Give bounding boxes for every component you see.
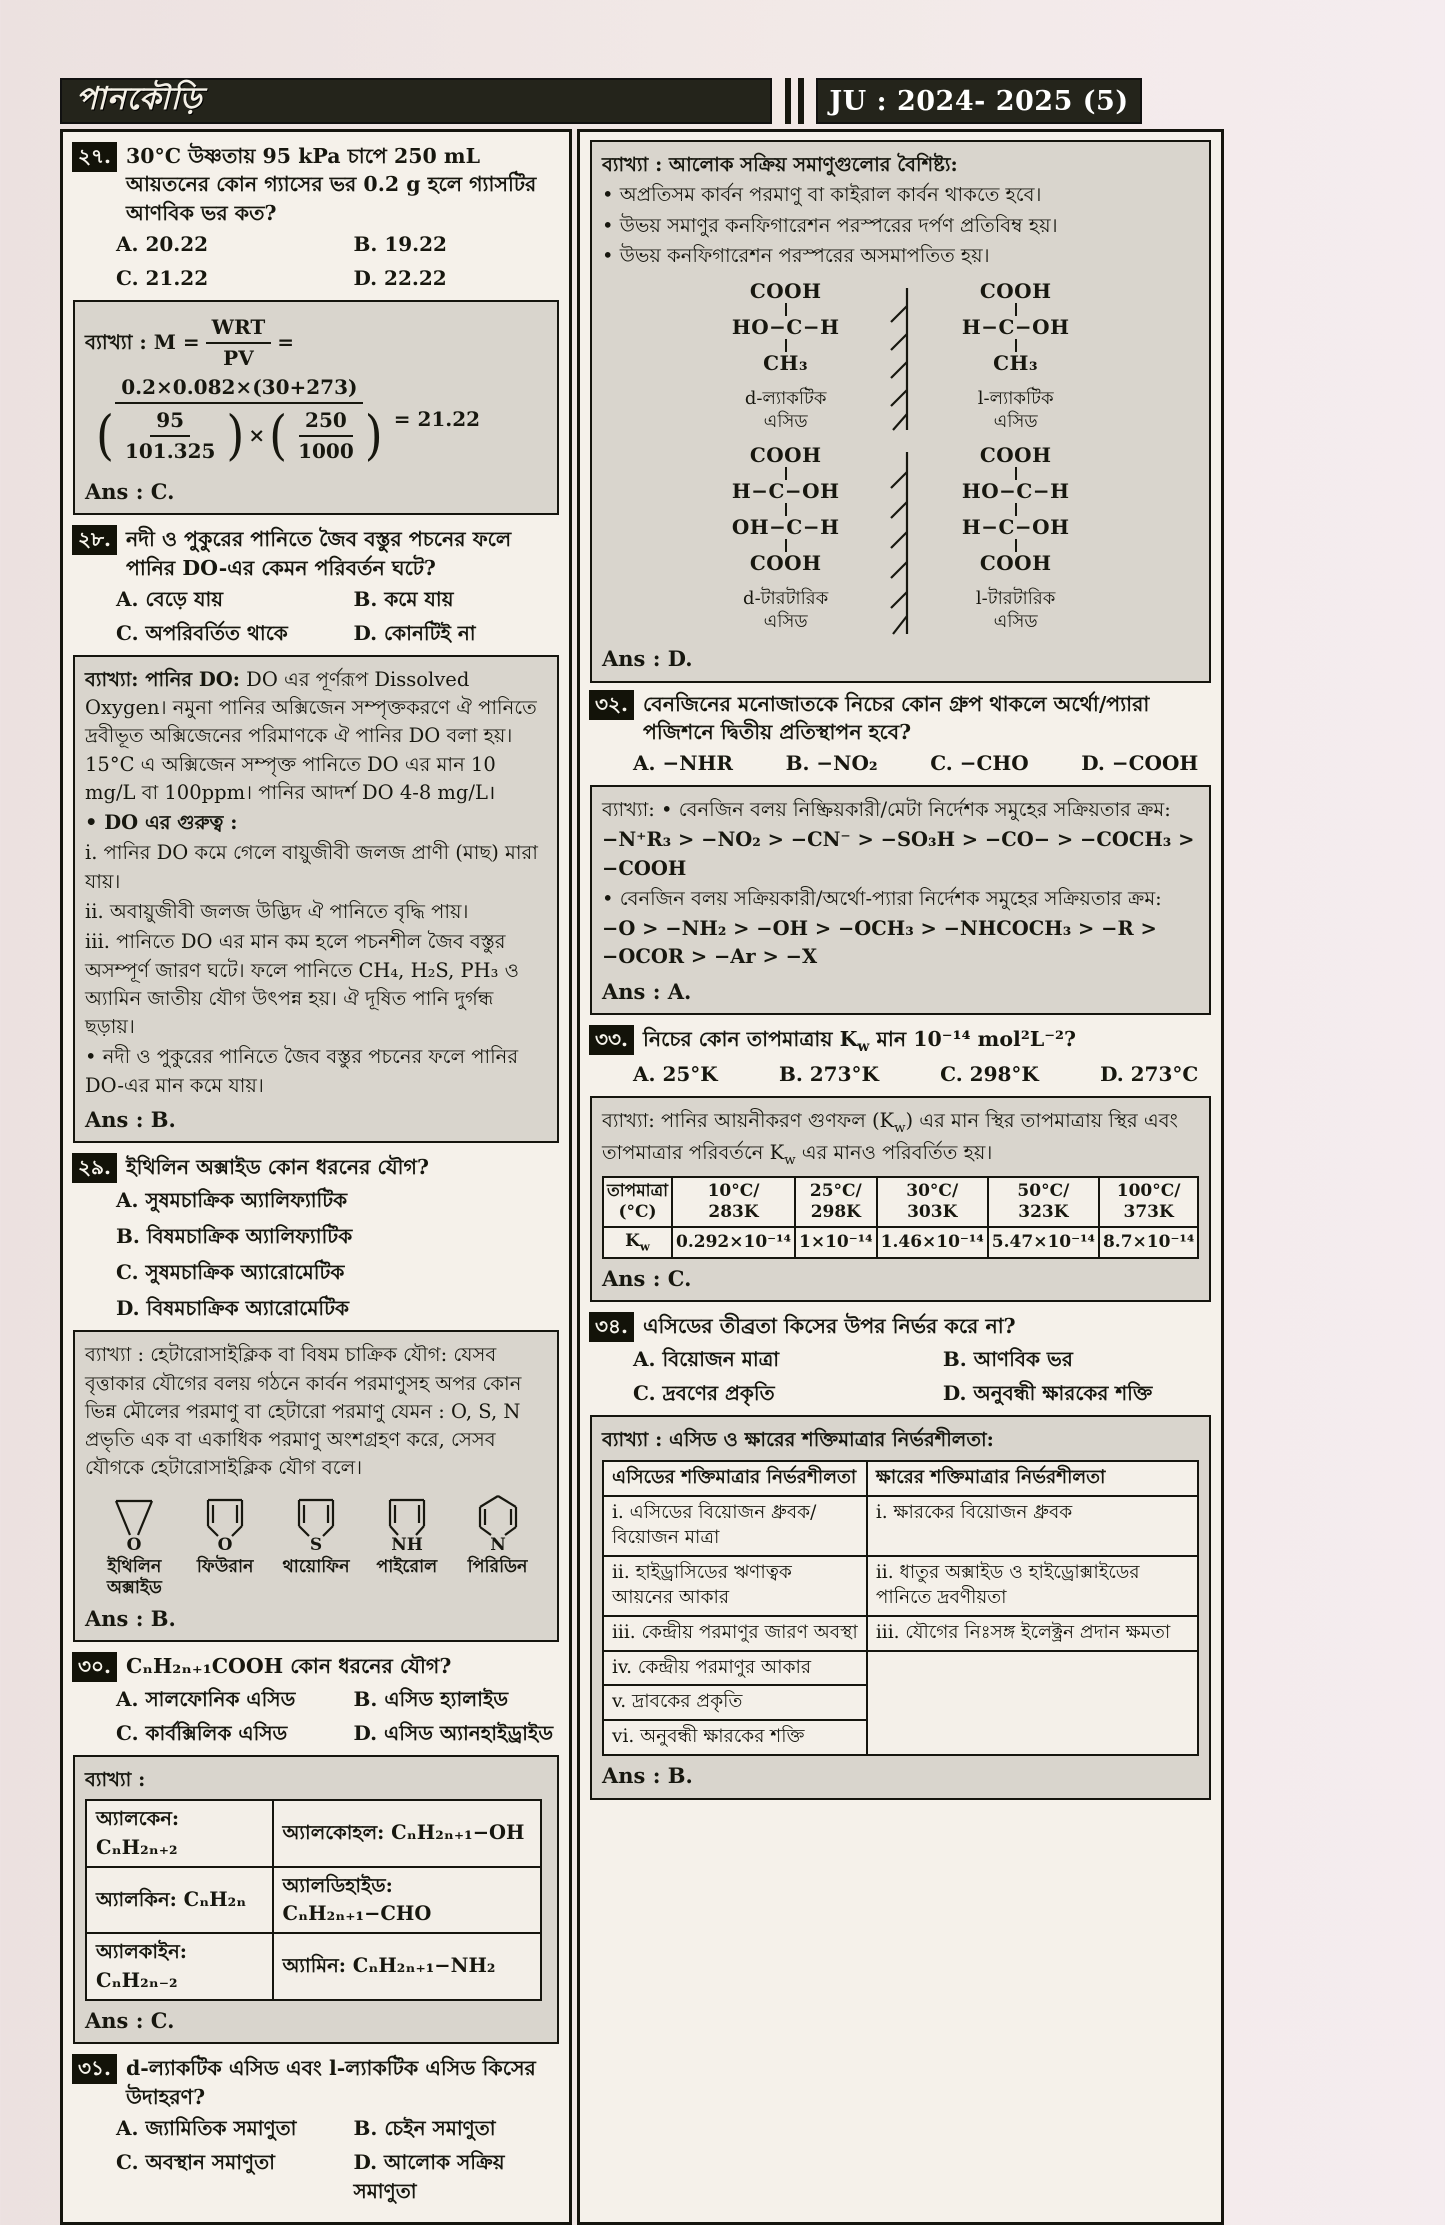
base-cell: iii. যৌগের নিঃসঙ্গ ইলেক্ট্রন প্রদান ক্ষমতা (867, 1616, 1198, 1651)
option-b: B. বিষমচাক্রিক অ্যালিফ্যাটিক (116, 1224, 353, 1249)
question-text: বেনজিনের মনোজাতকে নিচের কোন গ্রুপ থাকলে অর্থো/প্যারা পজিশনে দ্বিতীয় প্রতিস্থাপন হবে? (642, 691, 1150, 744)
question-text: CₙH₂ₙ₊₁COOH কোন ধরনের যৌগ? (125, 1654, 452, 1679)
ring-heteroatom: S (309, 1534, 323, 1555)
table-cell: অ্যামিন: CₙH₂ₙ₊₁−NH₂ (273, 1933, 542, 2000)
pentagon-ring-icon (195, 1493, 255, 1555)
option-b: B. এসিড হ্যালাইড (353, 1687, 509, 1712)
option-b: B. −NO₂ (785, 751, 878, 776)
structure-line: HO−C−H (961, 479, 1070, 504)
table-value-row (603, 1227, 1198, 1258)
option-a: A. জ্যামিতিক সমাণুতা (116, 2115, 297, 2140)
structure-line: COOH (979, 443, 1052, 468)
header-cell-base: ক্ষারের শক্তিমাত্রার নির্ভরশীলতা (867, 1461, 1198, 1496)
question-number-badge: ২৮. (72, 525, 117, 555)
pyrrole-structure (361, 1493, 452, 1578)
question-32 (589, 690, 1212, 1016)
explanation-text-part: এর মানও পরিবর্তিত হয়। (795, 1140, 993, 1164)
base-cell-empty (867, 1651, 1198, 1756)
table-row (86, 1933, 541, 2000)
option-a: A. −NHR (633, 751, 733, 776)
option-c: C. সুষমচাক্রিক অ্যারোমেটিক (116, 1260, 345, 1285)
fraction-numerator: 0.2×0.082×(30+273) (115, 373, 363, 404)
option-c: C. 298°K (940, 1062, 1039, 1087)
brand-banner (60, 78, 772, 124)
fraction-denominator (91, 404, 388, 466)
question-29 (72, 1153, 560, 1642)
question-27-head (72, 142, 560, 227)
formula-lead: ব্যাখ্যা : M = (85, 330, 200, 355)
activating-order-heading: • বেনজিন বলয় সক্রিয়কারী/অর্থো-প্যারা নির্দেশক সমুহের সক্রিয়তার ক্রম: (602, 886, 1162, 910)
exam-session-banner (816, 78, 1142, 124)
options-list (589, 1345, 1212, 1408)
ring-name: ফিউরান (196, 1556, 254, 1577)
q31-explanation-box (590, 140, 1211, 683)
explanation-heading: ব্যাখ্যা : আলোক সক্রিয় সমাণুগুলোর বৈশিষ্ট্য: (602, 153, 958, 176)
answer-line: Ans : B. (602, 1763, 693, 1789)
ring-name: থায়োফিন (282, 1556, 350, 1577)
bullet-mirror-image: • উভয় সমাণুর কনফিগারেশন পরস্পরের দর্পণ প্রতিবিম্ব হয়। (602, 213, 1058, 237)
header-cell: 25°C/ 298K (795, 1177, 877, 1228)
explanation-box (73, 1330, 559, 1642)
explanation-box (73, 1755, 559, 2044)
question-text: নদী ও পুকুরের পানিতে জৈব বস্তুর পচনের ফলে পানির DO-এর কেমন পরিবর্তন ঘটে? (125, 527, 512, 580)
l-tartaric-structure (962, 444, 1070, 633)
question-28 (72, 525, 560, 1143)
header-cell: 30°C/ 303K (877, 1177, 988, 1228)
acid-cell: iv. কেন্দ্রীয় পরমাণুর আকার (603, 1651, 867, 1686)
option-a: A. বিয়োজন মাত্রা (633, 1347, 780, 1372)
option-b: B. 273°K (778, 1062, 879, 1087)
do-point-i: i. পানির DO কমে গেলে বায়ুজীবী জলজ প্রাণী (মাছ) মারা যায়। (85, 841, 538, 893)
question-text: ইথিলিন অক্সাইড কোন ধরনের যৌগ? (125, 1155, 429, 1180)
structure-label: l-ল্যাকটিক এসিড (977, 388, 1054, 432)
option-a: A. সুষমচাক্রিক অ্যালিফ্যাটিক (116, 1188, 348, 1213)
equals-sign: = (277, 330, 295, 355)
table-cell: অ্যালকিন: CₙH₂ₙ (86, 1867, 273, 1934)
acid-cell: v. দ্রাবকের প্রকৃতি (603, 1685, 867, 1720)
do-point-iii: iii. পানিতে DO এর মান কম হলে পচনশীল জৈব বস্তুর অসম্পূর্ণ জারণ ঘটে। ফলে পানিতে CH₄, H₂S, PH₃ ও অ্যামিন জাতীয় যৌগ উৎপন্ন হয়। ঐ দূষিত পানি দুর্গন্ধ ছড়ায়। (85, 930, 519, 1039)
structure-label: l-টারটারিক এসিড (975, 588, 1056, 632)
structure-line: COOH (979, 279, 1052, 304)
options-list (589, 1060, 1212, 1089)
option-a: A. সালফোনিক এসিড (116, 1687, 296, 1712)
question-text: এসিডের তীব্রতা কিসের উপর নির্ভর করে না? (642, 1314, 1016, 1339)
hexagon-ring-icon (468, 1493, 528, 1555)
structure-line: HO−C−H (731, 315, 840, 340)
d-tartaric-structure (732, 444, 840, 633)
answer-line: Ans : B. (85, 1605, 176, 1631)
question-28-head (72, 525, 560, 582)
structure-line: CH₃ (763, 351, 809, 376)
kw-value-cell: 8.7×10⁻¹⁴ (1099, 1227, 1198, 1258)
activating-order-series: −O > −NH₂ > −OH > −OCH₃ > −NHCOCH₃ > −R > −OCOR > −Ar > −X (602, 917, 1157, 969)
l-lactic-structure (962, 280, 1070, 433)
acid-cell: i. এসিডের বিয়োজন ধ্রুবক/বিয়োজন মাত্রা (603, 1496, 867, 1556)
acid-cell: vi. অনুবন্ধী ক্ষারকের শক্তি (603, 1720, 867, 1755)
thiophene-structure (271, 1493, 362, 1578)
explanation-box (590, 1415, 1211, 1799)
divider-bar-icon (798, 78, 804, 124)
options-list (589, 749, 1212, 778)
question-number-badge: ৩২. (589, 690, 634, 720)
table-row (603, 1616, 1198, 1651)
explanation-paragraph (85, 666, 547, 807)
options-list (72, 230, 560, 293)
explanation-lead: ব্যাখ্যা: পানির DO: (85, 667, 240, 691)
do-point-ii: ii. অবায়ুজীবী জলজ উদ্ভিদ ঐ পানিতে বৃদ্ধি পায়। (85, 899, 469, 923)
table-row (86, 1800, 541, 1867)
explanation-lead: ব্যাখ্যা : (85, 1768, 146, 1792)
explanation-box (590, 1096, 1211, 1302)
answer-line: Ans : A. (602, 978, 692, 1004)
pentagon-ring-icon (286, 1493, 346, 1555)
structure-line: COOH (749, 443, 822, 468)
question-text-part: মান 10⁻¹⁴ mol²L⁻²? (869, 1027, 1077, 1052)
question-text: 30°C উষ্ণতায় 95 kPa চাপে 250 mL আয়তনের কোন গ্যাসের ভর 0.2 g হলে গ্যাসটির আণবিক ভর কত? (125, 144, 537, 225)
option-d: D. অনুবন্ধী ক্ষারকের শক্তি (942, 1381, 1153, 1406)
table-header-row (603, 1177, 1198, 1228)
options-list (72, 1685, 560, 1748)
question-number-badge: ৩৩. (589, 1025, 634, 1055)
deactivating-order-series: −N⁺R₃ > −NO₂ > −CN⁻ > −SO₃H > −CO− > −COCH₃ > −COOH (602, 828, 1195, 880)
structure-label: d-টারটারিক এসিড (743, 588, 829, 632)
kw-symbol: K (839, 1027, 858, 1052)
question-32-head (589, 690, 1212, 747)
question-33-head (589, 1025, 1212, 1057)
table-header-row (603, 1461, 1198, 1496)
structure-line: CH₃ (993, 351, 1039, 376)
question-34-head (589, 1312, 1212, 1342)
left-column (60, 129, 572, 2225)
question-text: d-ল্যাকটিক এসিড এবং l-ল্যাকটিক এসিড কিসের উদাহরণ? (125, 2056, 536, 2109)
explanation-box (73, 655, 559, 1143)
answer-line: Ans : C. (602, 1266, 692, 1291)
question-31 (72, 2054, 560, 2206)
fraction-volume (294, 406, 358, 466)
table-row (86, 1867, 541, 1934)
two-column-layout (60, 129, 1199, 2225)
kw-label-cell: $K_w$ (603, 1227, 672, 1258)
question-33 (589, 1025, 1212, 1302)
structure-line: OH−C−H (731, 515, 840, 540)
ring-heteroatom: O (126, 1534, 142, 1555)
deactivating-order-heading: ব্যাখ্যা: • বেনজিন বলয় নিষ্ক্রিয়কারী/মেটা নির্দেশক সমুহের সক্রিয়তার ক্রম: (602, 798, 1171, 822)
structure-line: H−C−OH (961, 515, 1070, 540)
explanation-box (73, 300, 559, 515)
options-list (72, 2114, 560, 2206)
pyridine-structure (452, 1493, 543, 1578)
heterocyclic-structures (85, 1485, 547, 1599)
explanation-box (590, 785, 1211, 1015)
option-c: C. অবস্থান সমাণুতা (116, 2149, 275, 2174)
kw-subscript: w (894, 1121, 906, 1137)
option-c: C. কার্বক্সিলিক এসিড (116, 1721, 288, 1746)
fraction-denominator: 101.325 (124, 438, 216, 463)
structure-line: COOH (749, 279, 822, 304)
scanned-page (60, 78, 1199, 2225)
mirror-plane-icon (886, 284, 916, 434)
paren-open: ( (96, 404, 114, 467)
fraction-main (91, 373, 388, 466)
fraction-denominator: 1000 (298, 438, 354, 463)
question-number-badge: ৩৪. (589, 1312, 634, 1342)
header-cell: 10°C/ 283K (672, 1177, 795, 1228)
do-importance-heading: • DO এর গুরুত্ব : (85, 811, 238, 835)
table-row (603, 1496, 1198, 1556)
ethylene-oxide-structure (89, 1493, 180, 1599)
question-34 (589, 1312, 1212, 1799)
explanation-text-part: ব্যাখ্যা: পানির আয়নীকরণ গুণফল (K (602, 1109, 895, 1133)
option-d: D. −COOH (1081, 751, 1199, 776)
brand-title: পানকৌড়ি (76, 81, 203, 117)
question-29-head (72, 1153, 560, 1183)
kw-value-cell: 1.46×10⁻¹⁴ (877, 1227, 988, 1258)
explanation-paragraph (602, 1107, 1199, 1169)
question-30-head (72, 1652, 560, 1682)
paren-close: ) (226, 404, 245, 467)
header-cell: 50°C/ 323K (988, 1177, 1099, 1228)
fraction-wrt-pv (206, 313, 272, 373)
option-a: A. 20.22 (116, 231, 209, 256)
option-d: D. 273°C (1100, 1062, 1199, 1087)
option-b: B. কমে যায় (353, 586, 454, 611)
question-number-badge: ৩০. (72, 1652, 117, 1682)
structure-line: H−C−OH (731, 479, 840, 504)
explanation-paragraph: ব্যাখ্যা : হেটারোসাইক্লিক বা বিষম চাক্রিক যৌগ: যেসব বৃত্তাকার যৌগের বলয় গঠনে কার্বন পরমাণুসহ অপর কোন ভিন্ন মৌলের পরমাণু বা হেটারো পরমাণু যেমন : O, S, N প্রভৃতি এক বা একাধিক পরমাণু অংশগ্রহণ করে, সেসব যৌগকে হেটারোসাইক্লিক যৌগ বলে। (85, 1343, 522, 1480)
structure-line: COOH (749, 551, 822, 576)
answer-line: Ans : D. (602, 646, 693, 672)
do-conclusion: • নদী ও পুকুরের পানিতে জৈব বস্তুর পচনের ফলে পানির DO-এর মান কমে যায়। (85, 1045, 519, 1097)
options-list (72, 585, 560, 648)
acid-cell: iii. কেন্দ্রীয় পরমাণুর জারণ অবস্থা (603, 1616, 867, 1651)
ring-heteroatom: O (217, 1534, 233, 1555)
structure-line: H−C−OH (961, 315, 1070, 340)
question-number-badge: ৩১. (72, 2054, 117, 2084)
ring-name: পাইরোল (376, 1556, 438, 1577)
option-b: B. আণবিক ভর (942, 1347, 1073, 1372)
table-cell: অ্যালকোহল: CₙH₂ₙ₊₁−OH (273, 1800, 542, 1867)
structure-line: COOH (979, 551, 1052, 576)
header-divider (772, 78, 816, 124)
homologous-series-table (85, 1799, 542, 2001)
ring-heteroatom: N (489, 1534, 506, 1555)
option-a: A. 25°K (633, 1062, 718, 1087)
base-cell: ii. ধাতুর অক্সাইড ও হাইড্রোক্সাইডের পানিতে দ্রবণীয়তা (867, 1556, 1198, 1616)
answer-line: Ans : B. (85, 1106, 176, 1132)
fraction-pressure (121, 406, 219, 466)
question-31-head (72, 2054, 560, 2111)
table-row (603, 1556, 1198, 1616)
multiply-sign: × (248, 423, 266, 448)
option-d: D. আলোক সক্রিয় সমাণুতা (353, 2149, 505, 2203)
bullet-chiral-carbon: • অপ্রতিসম কার্বন পরমাণু বা কাইরাল কার্বন থাকতে হবে। (602, 183, 1042, 207)
option-d: D. এসিড অ্যানহাইড্রাইড (353, 1721, 554, 1746)
option-b: B. চেইন সমাণুতা (353, 2115, 496, 2140)
answer-line: Ans : C. (85, 478, 175, 504)
header-cell-temperature: তাপমাত্রা (°C) (603, 1177, 672, 1228)
option-d: D. কোনটিই না (353, 620, 476, 645)
acid-cell: ii. হাইড্রাসিডের ঋণাত্বক আয়নের আকার (603, 1556, 867, 1616)
acid-base-strength-table (602, 1460, 1199, 1757)
fraction-numerator: 95 (150, 406, 190, 437)
table-cell: অ্যালকেন: CₙH₂ₙ₊₂ (86, 1800, 273, 1867)
question-27 (72, 142, 560, 515)
d-lactic-structure (732, 280, 840, 433)
explanation-text-part: ) এর মান স্থির তাপমাত্রায় স্থির এবং তাপমাত্রার পরিবর্তনে K (602, 1109, 1178, 1164)
kw-temperature-table (602, 1176, 1199, 1259)
fraction-numerator: 250 (299, 406, 353, 437)
tartaric-acid-pair (602, 444, 1199, 638)
kw-value-cell: 0.292×10⁻¹⁴ (672, 1227, 795, 1258)
question-number-badge: ২৭. (72, 142, 117, 172)
table-cell: অ্যালকাইন: CₙH₂ₙ₋₂ (86, 1933, 273, 2000)
exam-session-text: JU : 2024- 2025 (5) (829, 85, 1129, 117)
ring-name: পিরিডিন (467, 1556, 528, 1577)
base-cell: i. ক্ষারকের বিয়োজন ধ্রুবক (867, 1496, 1198, 1556)
option-d: D. 22.22 (353, 265, 447, 290)
options-list (72, 1186, 560, 1323)
header-cell-acid: এসিডের শক্তিমাত্রার নির্ভরশীলতা (603, 1461, 867, 1496)
ring-name: ইথিলিন অক্সাইড (106, 1556, 162, 1598)
question-text (643, 1025, 1076, 1057)
right-column (577, 129, 1224, 2225)
table-row (603, 1651, 1198, 1686)
kw-subscript: w (857, 1039, 870, 1056)
divider-bar-icon (785, 78, 791, 124)
answer-line: Ans : C. (85, 2007, 175, 2033)
kw-value-cell: 5.47×10⁻¹⁴ (988, 1227, 1099, 1258)
triangle-ring-icon (104, 1493, 164, 1555)
kw-value-cell: 1×10⁻¹⁴ (795, 1227, 877, 1258)
formula-result: = 21.22 (393, 406, 481, 431)
option-a: A. বেড়ে যায় (116, 586, 224, 611)
option-d: D. বিষমচাক্রিক অ্যারোমেটিক (116, 1296, 350, 1321)
fraction-denominator: PV (223, 345, 254, 370)
question-30 (72, 1652, 560, 2044)
option-c: C. 21.22 (116, 265, 209, 290)
question-text-part: নিচের কোন তাপমাত্রায় (642, 1027, 840, 1052)
furan-structure (180, 1493, 271, 1578)
table-cell: অ্যালডিহাইড: CₙH₂ₙ₊₁−CHO (273, 1867, 542, 1934)
option-b: B. 19.22 (353, 231, 447, 256)
question-number-badge: ২৯. (72, 1153, 117, 1183)
ring-heteroatom: NH (390, 1534, 423, 1555)
explanation-text: DO এর পূর্ণরূপ Dissolved Oxygen। নমুনা পানির অক্সিজেন সম্পৃক্তকরণে ঐ পানিতে দ্রবীভূত অক্সিজেনের পরিমাণকে ঐ পানির DO বলা হয়। 15°C এ অক্সিজেন সম্পৃক্ত পানিতে DO এর মান 10 mg/L বা 100ppm। পানির আদর্শ DO 4-8 mg/L। (85, 667, 537, 804)
fraction-numerator: WRT (206, 313, 272, 344)
explanation-heading: ব্যাখ্যা : এসিড ও ক্ষারের শক্তিমাত্রার নির্ভরশীলতা: (602, 1428, 994, 1452)
paren-close: ) (364, 404, 383, 467)
mirror-plane-icon (886, 448, 916, 638)
header-cell: 100°C/ 373K (1099, 1177, 1198, 1228)
kw-subscript: w (784, 1152, 796, 1168)
solution-formula (85, 309, 547, 472)
paren-open: ( (269, 404, 288, 467)
option-c: C. দ্রবণের প্রকৃতি (633, 1381, 775, 1406)
option-c: C. −CHO (930, 751, 1029, 776)
bullet-non-superimposable: • উভয় কনফিগারেশন পরস্পরের অসমাপতিত হয়। (602, 243, 990, 267)
lactic-acid-pair (602, 280, 1199, 434)
structure-label: d-ল্যাকটিক এসিড (744, 388, 827, 432)
page-header (60, 78, 1142, 124)
pentagon-ring-icon (377, 1493, 437, 1555)
option-c: C. অপরিবর্তিত থাকে (116, 620, 288, 645)
